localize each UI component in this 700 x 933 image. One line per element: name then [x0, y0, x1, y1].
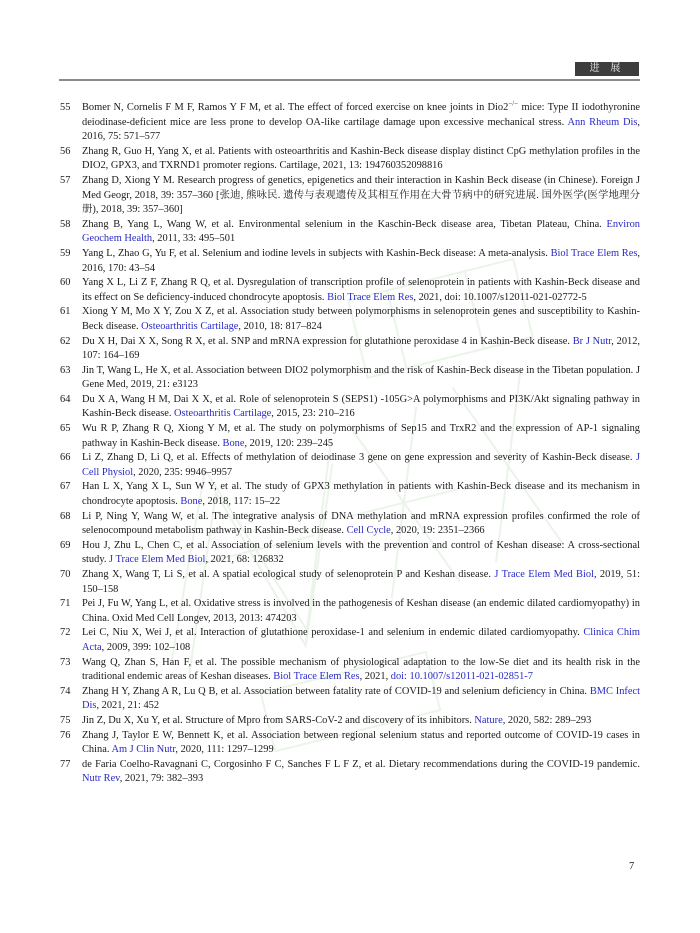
reference-text-segment: , 2020, 235: 9946–9957 — [133, 466, 233, 478]
reference-text-segment: , 2021, 79: 382–393 — [119, 773, 204, 785]
reference-item — [60, 758, 640, 787]
superscript-text: −/− — [508, 99, 519, 108]
reference-item — [60, 510, 640, 539]
reference-item — [60, 422, 640, 451]
journal-link[interactable]: BMC Infect Dis — [82, 685, 640, 712]
journal-link[interactable]: J Trace Elem Med Biol — [494, 569, 594, 580]
journal-link[interactable]: Biol Trace Elem Res — [327, 291, 414, 303]
journal-link[interactable]: Environ Geochem Health — [82, 218, 640, 245]
reference-text — [82, 729, 640, 758]
reference-text-segment: , 2012, 107: 164–169 — [82, 335, 640, 362]
reference-item — [60, 480, 640, 509]
reference-text-segment: , 2019, 120: 239–245 — [244, 437, 334, 449]
reference-item — [60, 305, 640, 334]
reference-text — [82, 393, 640, 422]
reference-text — [82, 758, 640, 787]
reference-number: 70 — [60, 569, 71, 580]
reference-number: 61 — [60, 306, 71, 318]
journal-link[interactable]: Nutr Rev — [82, 773, 120, 785]
reference-number: 72 — [60, 627, 71, 639]
reference-number: 71 — [60, 598, 71, 610]
reference-item — [60, 539, 640, 568]
journal-link[interactable]: J Cell Physiol — [82, 452, 640, 478]
reference-item — [60, 568, 640, 597]
reference-text — [82, 568, 640, 597]
reference-text-segment: , 2015, 23: 210–216 — [271, 408, 355, 420]
reference-text-segment: Zhang X, Wang T, Li S, et al. A spatial ecological study of selenoprotein P and Keshan disease. — [82, 569, 495, 580]
reference-number: 56 — [60, 145, 71, 157]
reference-text — [82, 539, 640, 568]
journal-link[interactable]: Osteoarthritis Cartilage — [141, 320, 239, 332]
reference-text-segment: Zhang B, Yang L, Wang W, et al. Environmental selenium in the Kaschin-Beck disease area, Tibetan Plateau, China. — [82, 218, 607, 230]
reference-text-segment: , 2021, doi: 10.1007/s12011-021-02772-5 — [413, 291, 587, 303]
reference-number: 69 — [60, 539, 71, 551]
journal-link[interactable]: Cell Cycle — [346, 525, 391, 537]
reference-text-segment: Hou J, Zhu L, Chen C, et al. Association of selenium levels with the prevention and control of Keshan disease: A cross-sectional study. — [82, 539, 640, 566]
reference-text-segment: Pei J, Fu W, Yang L, et al. Oxidative stress is involved in the pathogenesis of Keshan disease (an endemic dilated cardiomyopathy) in China. Oxid Med Cell Longev, 2013, 2013: 474203 — [82, 598, 640, 624]
journal-link[interactable]: Biol Trace Elem Res — [273, 671, 360, 683]
reference-text — [82, 335, 640, 364]
reference-text-segment: mice: Type II iodothyronine deiodinase-deficient mice are less prone to develop OA-like cartilage damage upon excessive mechanical stress. — [82, 102, 640, 128]
reference-item — [60, 656, 640, 685]
journal-link[interactable]: Biol Trace Elem Res — [550, 247, 638, 259]
reference-number: 55 — [60, 102, 71, 113]
reference-text-segment: Yang X L, Li Z F, Zhang R Q, et al. Dysregulation of transcription profile of selenoprotein in patients with Kashin-Beck disease and its effect on Se deficiency-induced chondrocyte apoptosis. — [82, 277, 640, 303]
reference-item — [60, 714, 640, 729]
reference-number: 58 — [60, 218, 71, 230]
reference-number: 66 — [60, 452, 71, 464]
reference-text-segment: , 2018, 117: 15–22 — [202, 496, 281, 508]
reference-text-segment: , 2010, 18: 817–824 — [238, 320, 322, 332]
reference-text-segment: , 2021, 21: 452 — [96, 700, 160, 712]
journal-link[interactable]: J Trace Elem Med Biol — [109, 554, 206, 566]
reference-number: 65 — [60, 423, 71, 435]
reference-text-segment: , 2020, 19: 2351–2366 — [390, 525, 485, 537]
reference-text-segment: Jin T, Wang L, He X, et al. Association between DIO2 polymorphism and the risk of Kashin-Beck disease in the Tibetan population. J Gene Med, 2019, 21: e3123 — [82, 364, 640, 391]
reference-item — [60, 101, 640, 145]
journal-link[interactable]: doi: 10.1007/s12011-021-02851-7 — [390, 671, 533, 683]
reference-item — [60, 597, 640, 626]
reference-text-segment: Wang Q, Zhan S, Han F, et al. The possible mechanism of physiological adaptation to the low-Se diet and its health risk in the traditional endemic areas of Keshan diseases. — [82, 656, 640, 683]
header-rule — [59, 79, 640, 81]
reference-number: 67 — [60, 481, 71, 493]
reference-number: 73 — [60, 656, 71, 668]
journal-link[interactable]: Bone — [222, 437, 245, 449]
reference-item — [60, 145, 640, 174]
reference-text — [82, 451, 640, 480]
journal-link[interactable]: Am J Clin Nutr — [111, 744, 176, 756]
reference-text-segment: Li Z, Zhang D, Li Q, et al. Effects of methylation of deiodinase 3 gene on gene expression and severity of Kashin-Beck disease. — [82, 452, 636, 464]
reference-text — [82, 276, 640, 305]
reference-text — [82, 305, 640, 334]
reference-item — [60, 729, 640, 758]
reference-text-segment: Lei C, Niu X, Wei J, et al. Interaction of glutathione peroxidase-1 and selenium in endemic dilated cardiomyopathy. — [82, 627, 584, 639]
references-list — [60, 101, 640, 787]
reference-item — [60, 393, 640, 422]
reference-item — [60, 247, 640, 276]
reference-text-segment: , 2016, 75: 571–577 — [82, 116, 640, 143]
journal-link[interactable]: Osteoarthritis Cartilage — [174, 408, 272, 420]
reference-text — [82, 174, 640, 218]
reference-item — [60, 335, 640, 364]
reference-number: 76 — [60, 729, 71, 741]
page-number: 7 — [629, 861, 635, 872]
reference-text-segment: Du X H, Dai X X, Song R X, et al. SNP and mRNA expression for glutathione peroxidase 4 in Kashin-Beck disease. — [82, 335, 573, 347]
reference-text-segment: , 2021, — [359, 671, 391, 683]
reference-text-segment: , 2021, 68: 126832 — [205, 554, 284, 566]
reference-text-segment: de Faria Coelho-Ravagnani C, Corgosinho F C, Sanches F L F Z, et al. Dietary recommendations during the COVID-19 pandemic. — [82, 758, 640, 770]
journal-link[interactable]: Bone — [180, 496, 203, 508]
reference-text-segment: , 2020, 111: 1297–1299 — [175, 744, 274, 756]
reference-number: 75 — [60, 714, 71, 726]
reference-text — [82, 656, 640, 685]
journal-link[interactable]: Br J Nutr — [572, 335, 612, 347]
journal-link[interactable]: Clinica Chim Acta — [82, 627, 640, 653]
reference-text-segment: Yang L, Zhao G, Yu F, et al. Selenium and iodine levels in subjects with Kashin-Beck disease: A meta-analysis. — [82, 247, 551, 259]
reference-text — [82, 510, 640, 539]
reference-text — [82, 422, 640, 451]
journal-link[interactable]: Ann Rheum Dis — [567, 116, 638, 128]
reference-text-segment: Li P, Ning Y, Wang W, et al. The integrative analysis of DNA methylation and mRNA expression profiles confirmed the role of selenocompound metabolism pathway in Kashin-Beck disease. — [82, 510, 640, 537]
reference-text — [82, 685, 640, 714]
reference-text — [82, 218, 640, 247]
reference-number: 64 — [60, 393, 71, 405]
reference-item — [60, 276, 640, 305]
reference-text — [82, 145, 640, 174]
reference-text — [82, 101, 640, 145]
reference-number: 62 — [60, 335, 71, 347]
reference-number: 68 — [60, 510, 71, 522]
reference-text-segment: Zhang R, Guo H, Yang X, et al. Patients with osteoarthritis and Kashin-Beck disease display distinct CpG methylation profiles in the DIO2, GPX3, and TXRND1 promoter regions. Cartilage, 2021, 13: 194760352098816 — [82, 145, 640, 172]
reference-item — [60, 174, 640, 218]
reference-number: 57 — [60, 174, 71, 186]
reference-number: 77 — [60, 758, 71, 770]
reference-text-segment: , 2011, 33: 495–501 — [152, 233, 236, 245]
reference-text — [82, 480, 640, 509]
reference-item — [60, 685, 640, 714]
reference-text-segment: Xiong Y M, Mo X Y, Zou X Z, et al. Association study between polymorphisms in selenoprotein genes and susceptibility to Kashin-Beck disease. — [82, 306, 640, 332]
journal-link[interactable]: Nature — [474, 714, 503, 726]
reference-number: 63 — [60, 364, 71, 376]
reference-text — [82, 714, 640, 729]
reference-text-segment: , 2016, 170: 43–54 — [82, 247, 640, 274]
reference-item — [60, 364, 640, 393]
reference-item — [60, 451, 640, 480]
reference-text-segment: Zhang H Y, Zhang A R, Lu Q B, et al. Association between fatality rate of COVID-19 and selenium deficiency in China. — [82, 685, 590, 697]
reference-text-segment: Jin Z, Du X, Xu Y, et al. Structure of Mpro from SARS-CoV-2 and discovery of its inhibitors. — [82, 714, 475, 726]
reference-text-segment: Han L X, Yang X L, Sun W Y, et al. The study of GPX3 methylation in patients with Kashin-Beck disease and its mechanism in chondrocyte apoptosis. — [82, 481, 640, 508]
reference-text-segment: Zhang J, Taylor E W, Bennett K, et al. Association between regional selenium status and reported outcome of COVID-19 cases in China. — [82, 729, 640, 756]
reference-number: 59 — [60, 247, 71, 259]
reference-item — [60, 626, 640, 655]
section-header-tag: 进 展 — [575, 62, 639, 76]
reference-text-segment: , 2019, 51: 150–158 — [82, 569, 640, 595]
reference-text-segment: Wu R P, Zhang R Q, Xiong Y M, et al. The study on polymorphisms of Sep15 and TrxR2 and the expression of AP-1 signaling pathway in Kashin-Beck disease. — [82, 423, 640, 449]
reference-text — [82, 626, 640, 655]
reference-text-segment: Du X A, Wang H M, Dai X X, et al. Role of selenoprotein S (SEPS1) -105G>A polymorphisms and PI3K/Akt signaling pathway in Kashin-Beck disease. — [82, 393, 640, 420]
reference-text-segment: Zhang D, Xiong Y M. Research progress of genetics, epigenetics and their interaction in Kashin Beck disease (in Chinese). Foreign J Med Geogr, 2018, 39: 357–360 [张迪, 熊咏民. 遗传与表观遗传及其相互作用在大骨节病中的研究进展. 国外医学(医学地理分册), 2018, 39: 357–360] — [82, 174, 640, 216]
reference-text-segment: Bomer N, Cornelis F M F, Ramos Y F M, et al. The effect of forced exercise on knee joints in Dio2 — [82, 102, 509, 113]
reference-item — [60, 218, 640, 247]
reference-text-segment: , 2020, 582: 289–293 — [502, 714, 592, 726]
reference-text — [82, 364, 640, 393]
reference-number: 60 — [60, 277, 71, 289]
reference-number: 74 — [60, 685, 71, 697]
reference-text — [82, 597, 640, 626]
reference-text-segment: , 2009, 399: 102–108 — [101, 641, 191, 653]
reference-text — [82, 247, 640, 276]
